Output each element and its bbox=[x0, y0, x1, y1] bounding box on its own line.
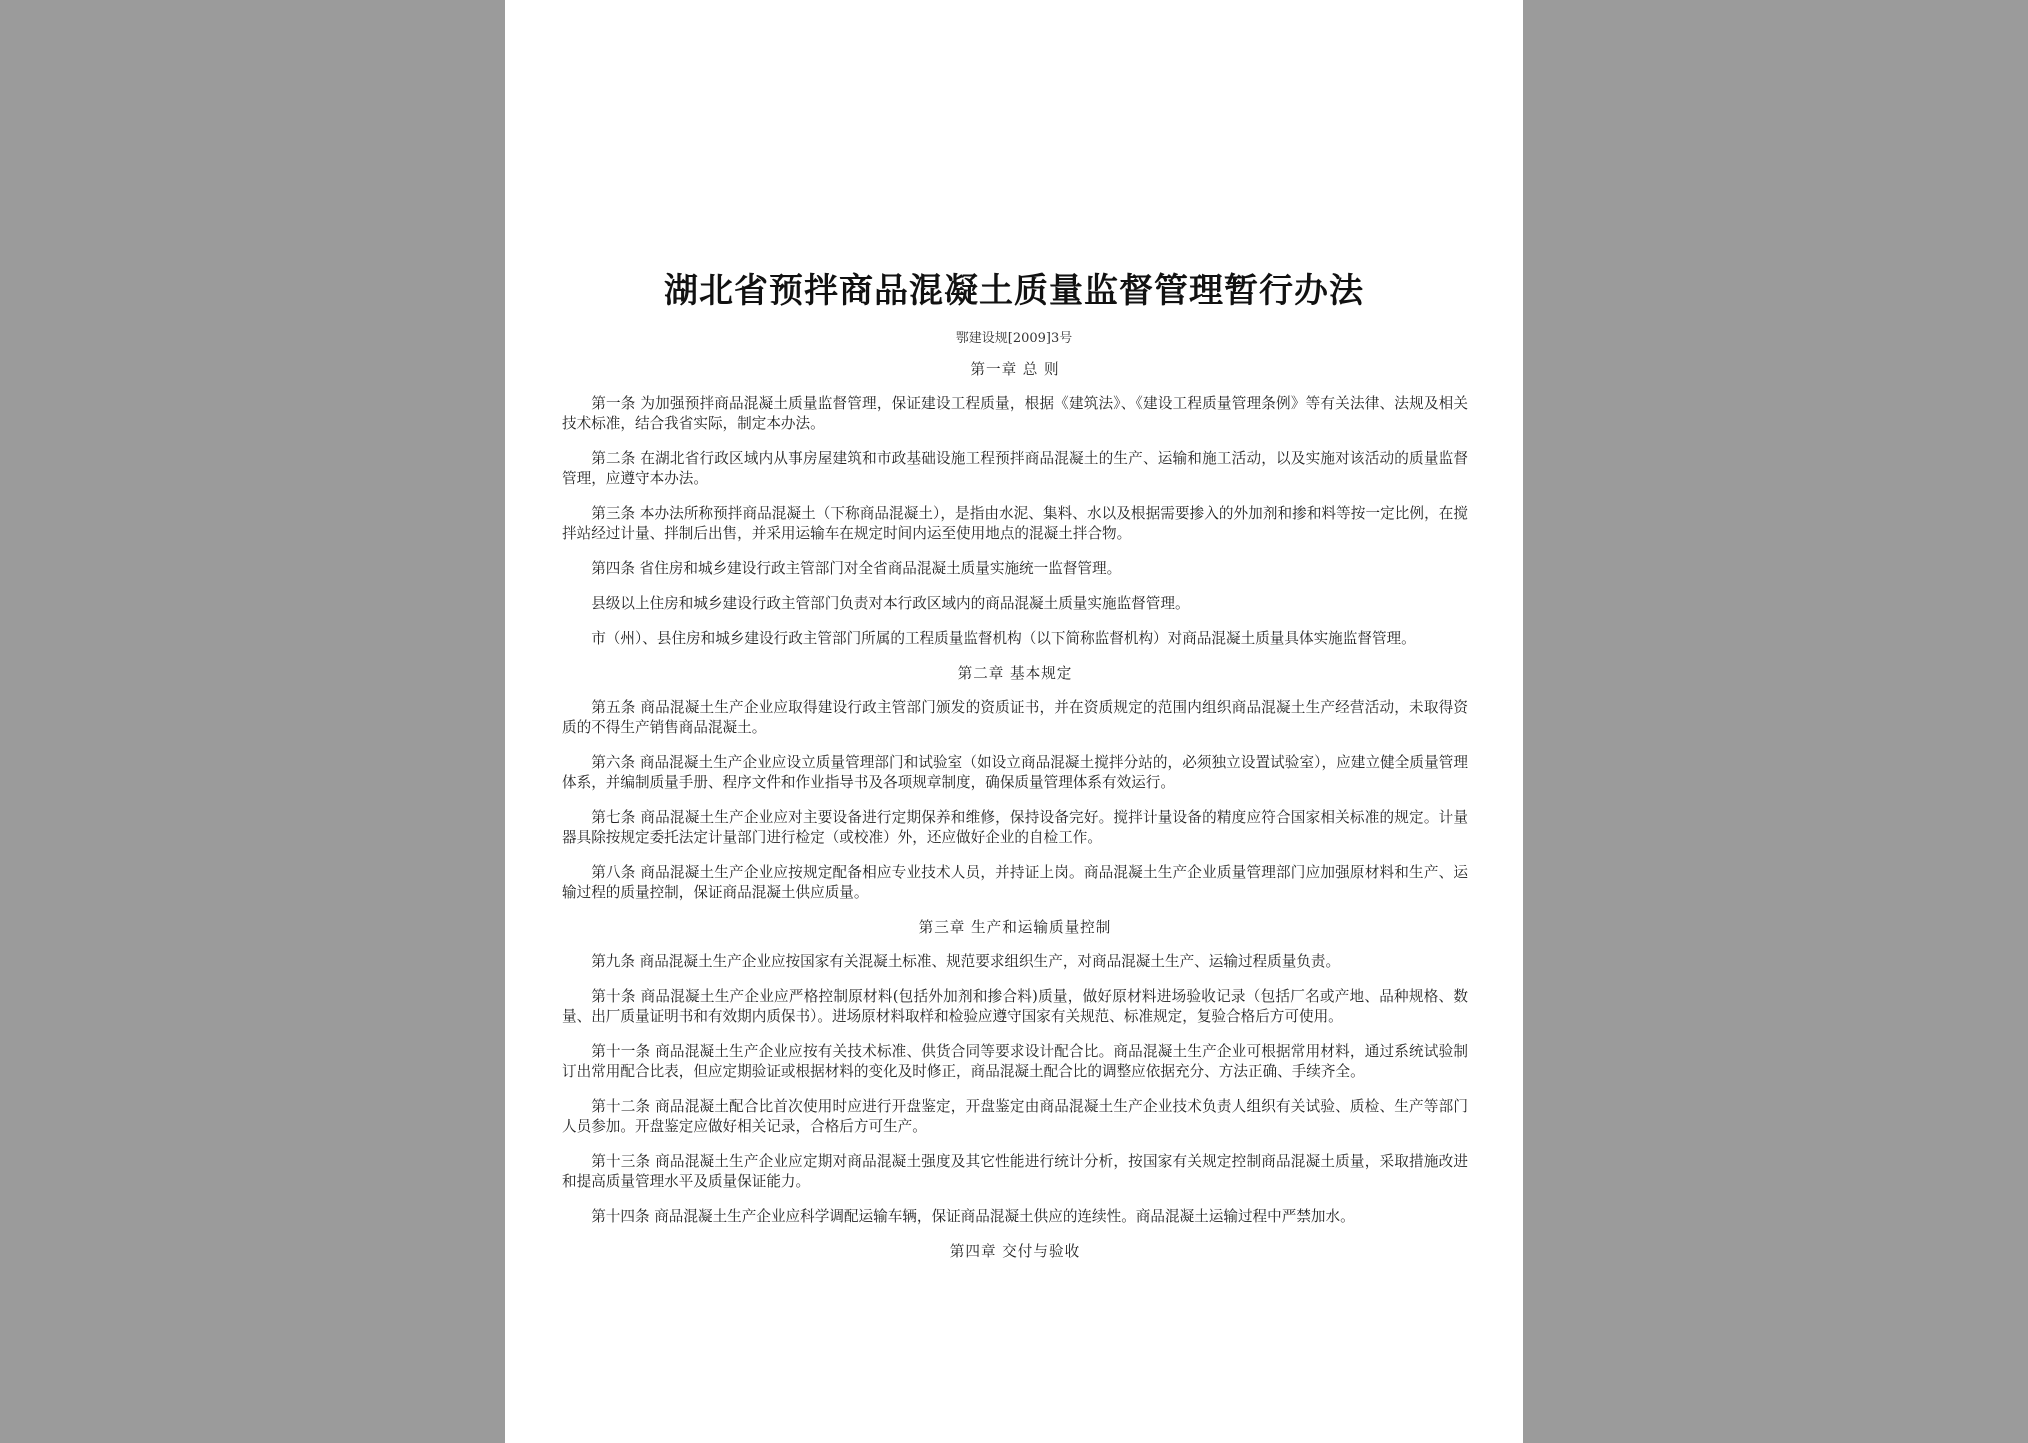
article-paragraph: 市（州）、县住房和城乡建设行政主管部门所属的工程质量监督机构（以下简称监督机构）对商品混凝土质量具体实施监督管理。 bbox=[591, 630, 1416, 647]
article-paragraph: 第八条 商品混凝土生产企业应按规定配备相应专业技术人员，并持证上岗。商品混凝土生产企业质量管理部门应加强原材料和生产、运输过程的质量控制，保证商品混凝土供应质量。 bbox=[562, 864, 1468, 901]
chapter-heading: 第四章 交付与验收 bbox=[949, 1243, 1081, 1260]
article-paragraph: 第一条 为加强预拌商品混凝土质量监督管理，保证建设工程质量，根据《建筑法》、《建设工程质量管理条例》等有关法律、法规及相关技术标准，结合我省实际，制定本办法。 bbox=[562, 395, 1468, 432]
article-paragraph: 县级以上住房和城乡建设行政主管部门负责对本行政区域内的商品混凝土质量实施监督管理。 bbox=[591, 595, 1190, 612]
document-body bbox=[562, 360, 1468, 1276]
article-paragraph: 第十一条 商品混凝土生产企业应按有关技术标准、供货合同等要求设计配合比。商品混凝土生产企业可根据常用材料，通过系统试验制订出常用配合比表，但应定期验证或根据材料的变化及时修正，商品混凝土配合比的调整应依据充分、方法正确、手续齐全。 bbox=[562, 1043, 1468, 1080]
chapter-heading: 第三章 生产和运输质量控制 bbox=[918, 919, 1112, 936]
article-paragraph: 第五条 商品混凝土生产企业应取得建设行政主管部门颁发的资质证书，并在资质规定的范围内组织商品混凝土生产经营活动，未取得资质的不得生产销售商品混凝土。 bbox=[562, 699, 1468, 736]
article-paragraph: 第七条 商品混凝土生产企业应对主要设备进行定期保养和维修，保持设备完好。搅拌计量设备的精度应符合国家相关标准的规定。计量器具除按规定委托法定计量部门进行检定（或校准）外，还应做好企业的自检工作。 bbox=[562, 809, 1468, 846]
document-title: 湖北省预拌商品混凝土质量监督管理暂行办法 bbox=[664, 271, 1364, 311]
article-paragraph: 第六条 商品混凝土生产企业应设立质量管理部门和试验室（如设立商品混凝土搅拌分站的，必须独立设置试验室），应建立健全质量管理体系，并编制质量手册、程序文件和作业指导书及各项规章制度，确保质量管理体系有效运行。 bbox=[562, 754, 1468, 791]
document-number: 鄂建设规[2009]3号 bbox=[955, 331, 1073, 346]
article-paragraph: 第二条 在湖北省行政区域内从事房屋建筑和市政基础设施工程预拌商品混凝土的生产、运输和施工活动，以及实施对该活动的质量监督管理，应遵守本办法。 bbox=[562, 450, 1468, 487]
chapter-heading: 第一章 总 则 bbox=[970, 361, 1060, 378]
article-paragraph: 第十三条 商品混凝土生产企业应定期对商品混凝土强度及其它性能进行统计分析，按国家有关规定控制商品混凝土质量，采取措施改进和提高质量管理水平及质量保证能力。 bbox=[562, 1153, 1468, 1190]
document-page bbox=[505, 0, 1523, 1443]
article-paragraph: 第十二条 商品混凝土配合比首次使用时应进行开盘鉴定，开盘鉴定由商品混凝土生产企业技术负责人组织有关试验、质检、生产等部门人员参加。开盘鉴定应做好相关记录，合格后方可生产。 bbox=[562, 1098, 1468, 1135]
article-paragraph: 第十四条 商品混凝土生产企业应科学调配运输车辆，保证商品混凝土供应的连续性。商品混凝土运输过程中严禁加水。 bbox=[591, 1208, 1355, 1225]
article-paragraph: 第十条 商品混凝土生产企业应严格控制原材料(包括外加剂和掺合料)质量，做好原材料进场验收记录（包括厂名或产地、品种规格、数量、出厂质量证明书和有效期内质保书）。进场原材料取样和检验应遵守国家有关规范、标准规定，复验合格后方可使用。 bbox=[562, 988, 1468, 1025]
chapter-heading: 第二章 基本规定 bbox=[957, 665, 1073, 682]
article-paragraph: 第九条 商品混凝土生产企业应按国家有关混凝土标准、规范要求组织生产，对商品混凝土生产、运输过程质量负责。 bbox=[591, 953, 1341, 970]
article-paragraph: 第三条 本办法所称预拌商品混凝土（下称商品混凝土），是指由水泥、集料、水以及根据需要掺入的外加剂和掺和料等按一定比例，在搅拌站经过计量、拌制后出售，并采用运输车在规定时间内运至使用地点的混凝土拌合物。 bbox=[562, 505, 1468, 542]
article-paragraph: 第四条 省住房和城乡建设行政主管部门对全省商品混凝土质量实施统一监督管理。 bbox=[591, 560, 1122, 577]
